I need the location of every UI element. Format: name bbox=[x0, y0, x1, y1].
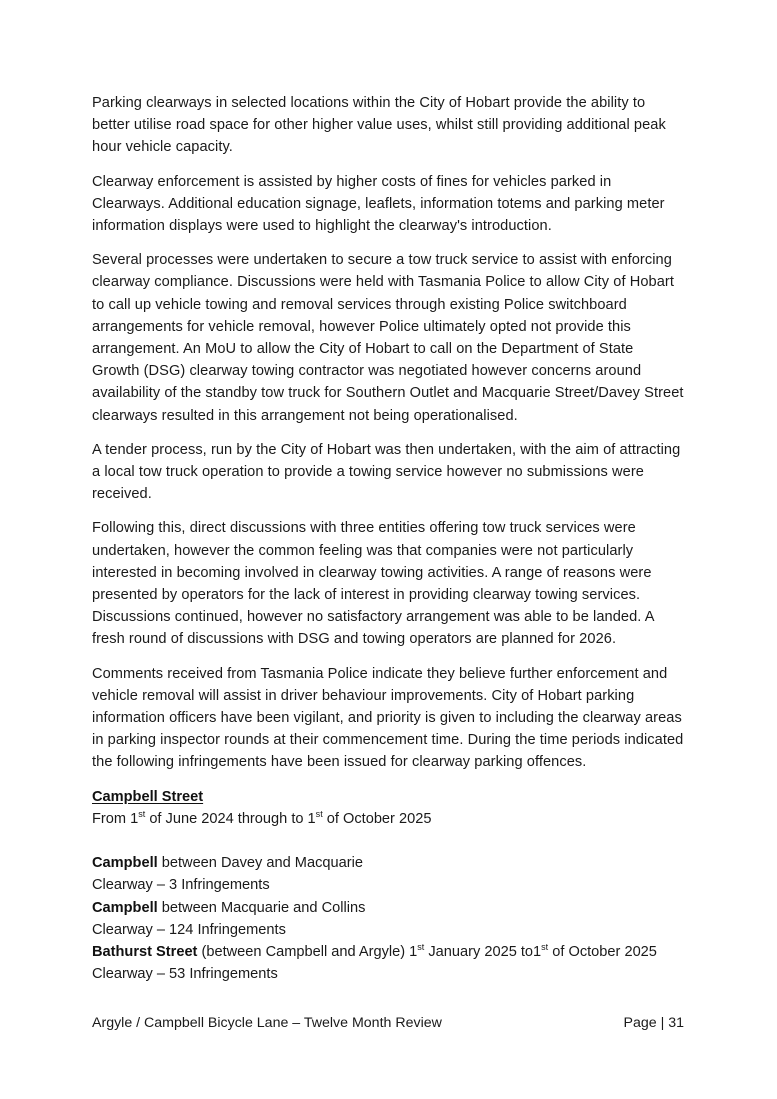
date-range-prefix: From 1 bbox=[92, 810, 139, 827]
page-footer bbox=[92, 1013, 684, 1033]
bathurst-part-2: January 2025 to1 bbox=[424, 944, 542, 961]
footer-page-number: Page | 31 bbox=[623, 1015, 684, 1031]
paragraph-1: Parking clearways in selected locations within the City of Hobart provide the ability to better utilise road space for other higher value uses, whilst still providing additional peak hour vehicle capacity. bbox=[92, 95, 666, 156]
bathurst-part-1: (between Campbell and Argyle) 1 bbox=[197, 944, 418, 961]
bathurst-ordinal-2: st bbox=[541, 942, 549, 953]
paragraph-5: Following this, direct discussions with three entities offering tow truck services were undertaken, however the common feeling was that companies were not particularly interested in becoming involved in clearway towing activities. A range of reasons were presented by operators for the lack of interest in providing clearway towing services. Discussions continued, however no satisfactory arrangement was able to be landed. A fresh round of discussions with DSG and towing operators are planned for 2026. bbox=[92, 520, 654, 648]
entry-1-location-bold: Campbell bbox=[92, 855, 158, 872]
entry-2-result: Clearway – 124 Infringements bbox=[92, 921, 286, 938]
section-date-range bbox=[92, 808, 684, 830]
bathurst-street-entry bbox=[92, 941, 684, 963]
bathurst-part-3: of October 2025 bbox=[548, 944, 657, 961]
bathurst-street-bold: Bathurst Street bbox=[92, 944, 198, 961]
bathurst-street-result: Clearway – 53 Infringements bbox=[92, 966, 278, 983]
paragraph-2: Clearway enforcement is assisted by higher costs of fines for vehicles parked in Clearways. Additional education signage, leaflets, information totems and parking meter information displays were used to highlight the clearway's introduction. bbox=[92, 173, 665, 235]
paragraph-6: Comments received from Tasmania Police indicate they believe further enforcement and vehicle removal will assist in driver behaviour improvements. City of Hobart parking information officers have been vigilant, and priority is given to including the clearway areas in parking inspector rounds at their commencement time. During the time periods indicated the following infringements have been issued for clearway parking offences. bbox=[92, 665, 684, 771]
paragraph-4: A tender process, run by the City of Hobart was then undertaken, with the aim of attracting a local tow truck operation to provide a towing service however no submissions were received. bbox=[92, 441, 681, 503]
entry-2-location bbox=[92, 897, 684, 919]
section-heading-campbell-street: Campbell Street bbox=[92, 788, 204, 805]
campbell-street-section bbox=[92, 786, 684, 986]
entry-2-location-rest: between Macquarie and Collins bbox=[157, 899, 366, 916]
paragraph-3: Several processes were undertaken to secure a tow truck service to assist with enforcing clearway compliance. Discussions were held with Tasmania Police to allow City of Hobart to call up vehicle towing and removal services through existing Police switchboard arrangements for vehicle removal, however Police ultimately opted not provide this arrangement. An MoU to allow the City of Hobart to call on the Department of State Growth (DSG) clearway towing contractor was negotiated however concerns around availability of the standby tow truck for Southern Outlet and Macquarie Street/Davey Street clearways resulted in this arrangement not being operationalised. bbox=[92, 252, 684, 424]
ordinal-suffix-2: st bbox=[315, 809, 323, 820]
footer-document-title: Argyle / Campbell Bicycle Lane – Twelve Month Review bbox=[92, 1015, 442, 1031]
page-content bbox=[92, 92, 684, 986]
entry-1-result: Clearway – 3 Infringements bbox=[92, 877, 270, 894]
entry-2-location-bold: Campbell bbox=[92, 899, 158, 916]
entry-1-location-rest: between Davey and Macquarie bbox=[157, 855, 363, 872]
ordinal-suffix-1: st bbox=[138, 809, 146, 820]
spacer-line bbox=[92, 830, 684, 852]
bathurst-ordinal-1: st bbox=[417, 942, 425, 953]
date-range-middle: of June 2024 through to 1 bbox=[145, 810, 316, 827]
entry-1-location bbox=[92, 852, 684, 874]
date-range-suffix: of October 2025 bbox=[322, 810, 432, 827]
